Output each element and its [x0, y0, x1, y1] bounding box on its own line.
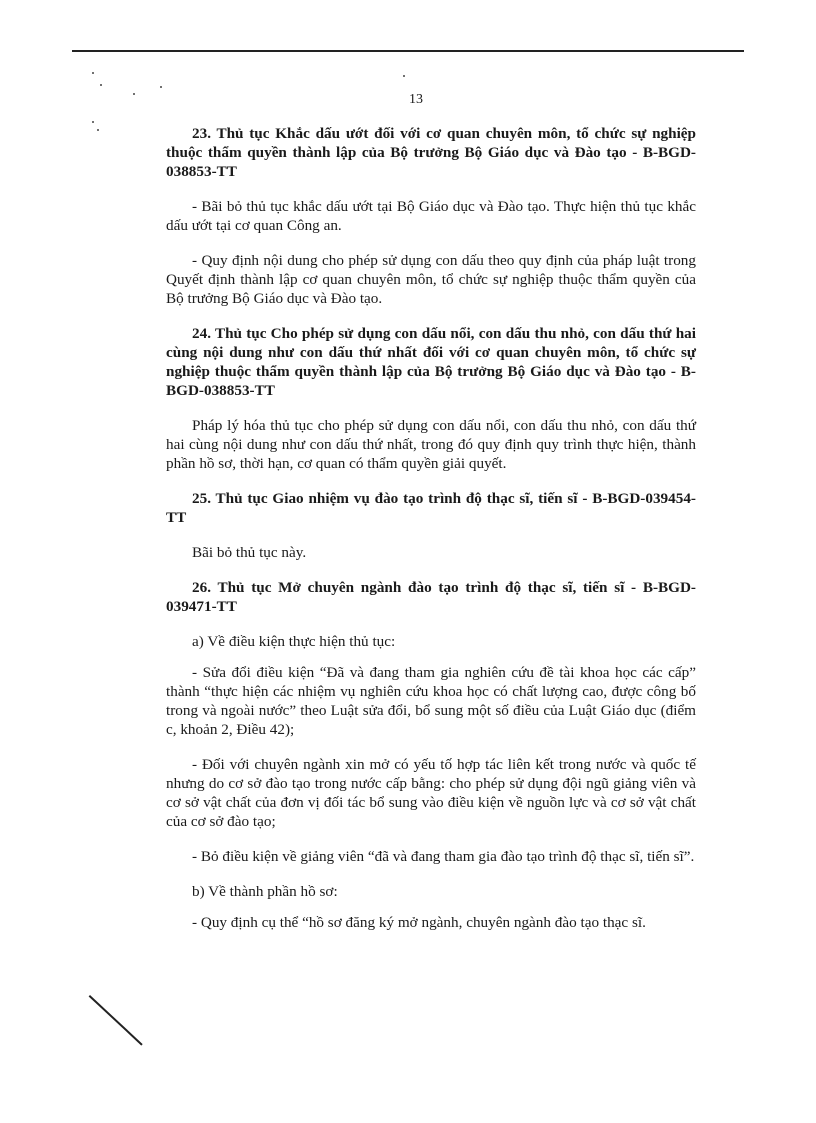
- section-23: [166, 124, 696, 308]
- scan-speck: [160, 86, 162, 88]
- section-25: [166, 489, 696, 562]
- section-heading: 26. Thủ tục Mở chuyên ngành đào tạo trình độ thạc sĩ, tiến sĩ - B-BGD-039471-TT: [166, 579, 696, 615]
- scan-speck: [97, 129, 99, 131]
- section-heading: 24. Thủ tục Cho phép sử dụng con dấu nổi, con dấu thu nhỏ, con dấu thứ hai cùng nội dung như con dấu thứ nhất đối với cơ quan chuyên môn, tổ chức sự nghiệp thuộc thẩm quyền thành lập của Bộ trưởng Bộ Giáo dục và Đào tạo - B-BGD-038853-TT: [166, 325, 696, 399]
- section-24: [166, 324, 696, 473]
- scan-speck: [92, 72, 94, 74]
- section-26: [166, 578, 696, 932]
- paragraph: Bãi bỏ thủ tục này.: [192, 544, 307, 561]
- paragraph: - Bỏ điều kiện về giảng viên “đã và đang tham gia đào tạo trình độ thạc sĩ, tiến sĩ”.: [192, 848, 695, 865]
- document-body: [166, 124, 696, 948]
- paragraph: - Quy định cụ thể “hồ sơ đăng ký mở ngành, chuyên ngành đào tạo thạc sĩ.: [192, 914, 646, 931]
- paragraph: - Bãi bỏ thủ tục khắc dấu ướt tại Bộ Giáo dục và Đào tạo. Thực hiện thủ tục khắc dấu ướt tại cơ quan Công an.: [166, 198, 696, 234]
- paragraph: b) Về thành phần hồ sơ:: [192, 883, 338, 900]
- section-heading: 25. Thủ tục Giao nhiệm vụ đào tạo trình độ thạc sĩ, tiến sĩ - B-BGD-039454-TT: [166, 490, 696, 526]
- paragraph: - Quy định nội dung cho phép sử dụng con dấu theo quy định của pháp luật trong Quyết định thành lập cơ quan chuyên môn, tổ chức sự nghiệp thuộc thẩm quyền của Bộ trưởng Bộ Giáo dục và Đào tạo.: [166, 252, 696, 307]
- scan-speck: [100, 84, 102, 86]
- scan-mark-slash: [89, 995, 143, 1046]
- paragraph: - Đối với chuyên ngành xin mở có yếu tố hợp tác liên kết trong nước và quốc tế nhưng do cơ sở đào tạo trong nước cấp bằng: cho phép sử dụng đội ngũ giảng viên và cơ sở vật chất của đơn vị đối tác bổ sung vào điều kiện về nguồn lực và cơ sở vật chất của cơ sở đào tạo;: [166, 756, 696, 830]
- paragraph: - Sửa đổi điều kiện “Đã và đang tham gia nghiên cứu đề tài khoa học các cấp” thành “thực hiện các nhiệm vụ nghiên cứu khoa học có chất lượng cao, được công bố trong và ngoài nước” theo Luật sửa đổi, bổ sung một số điều của Luật Giáo dục (điểm c, khoản 2, Điều 42);: [166, 664, 696, 738]
- section-heading: 23. Thủ tục Khắc dấu ướt đối với cơ quan chuyên môn, tổ chức sự nghiệp thuộc thẩm quyền thành lập của Bộ trưởng Bộ Giáo dục và Đào tạo - B-BGD-038853-TT: [166, 125, 696, 180]
- paragraph: Pháp lý hóa thủ tục cho phép sử dụng con dấu nổi, con dấu thu nhỏ, con dấu thứ hai cùng nội dung như con dấu thứ nhất, trong đó quy định quy trình thực hiện, thành phần hồ sơ, thời hạn, cơ quan có thẩm quyền giải quyết.: [166, 417, 696, 472]
- header-rule: [72, 50, 744, 52]
- scan-speck: [403, 75, 405, 77]
- scan-speck: [92, 121, 94, 123]
- page-number: 13: [409, 92, 423, 107]
- paragraph: a) Về điều kiện thực hiện thủ tục:: [192, 633, 396, 650]
